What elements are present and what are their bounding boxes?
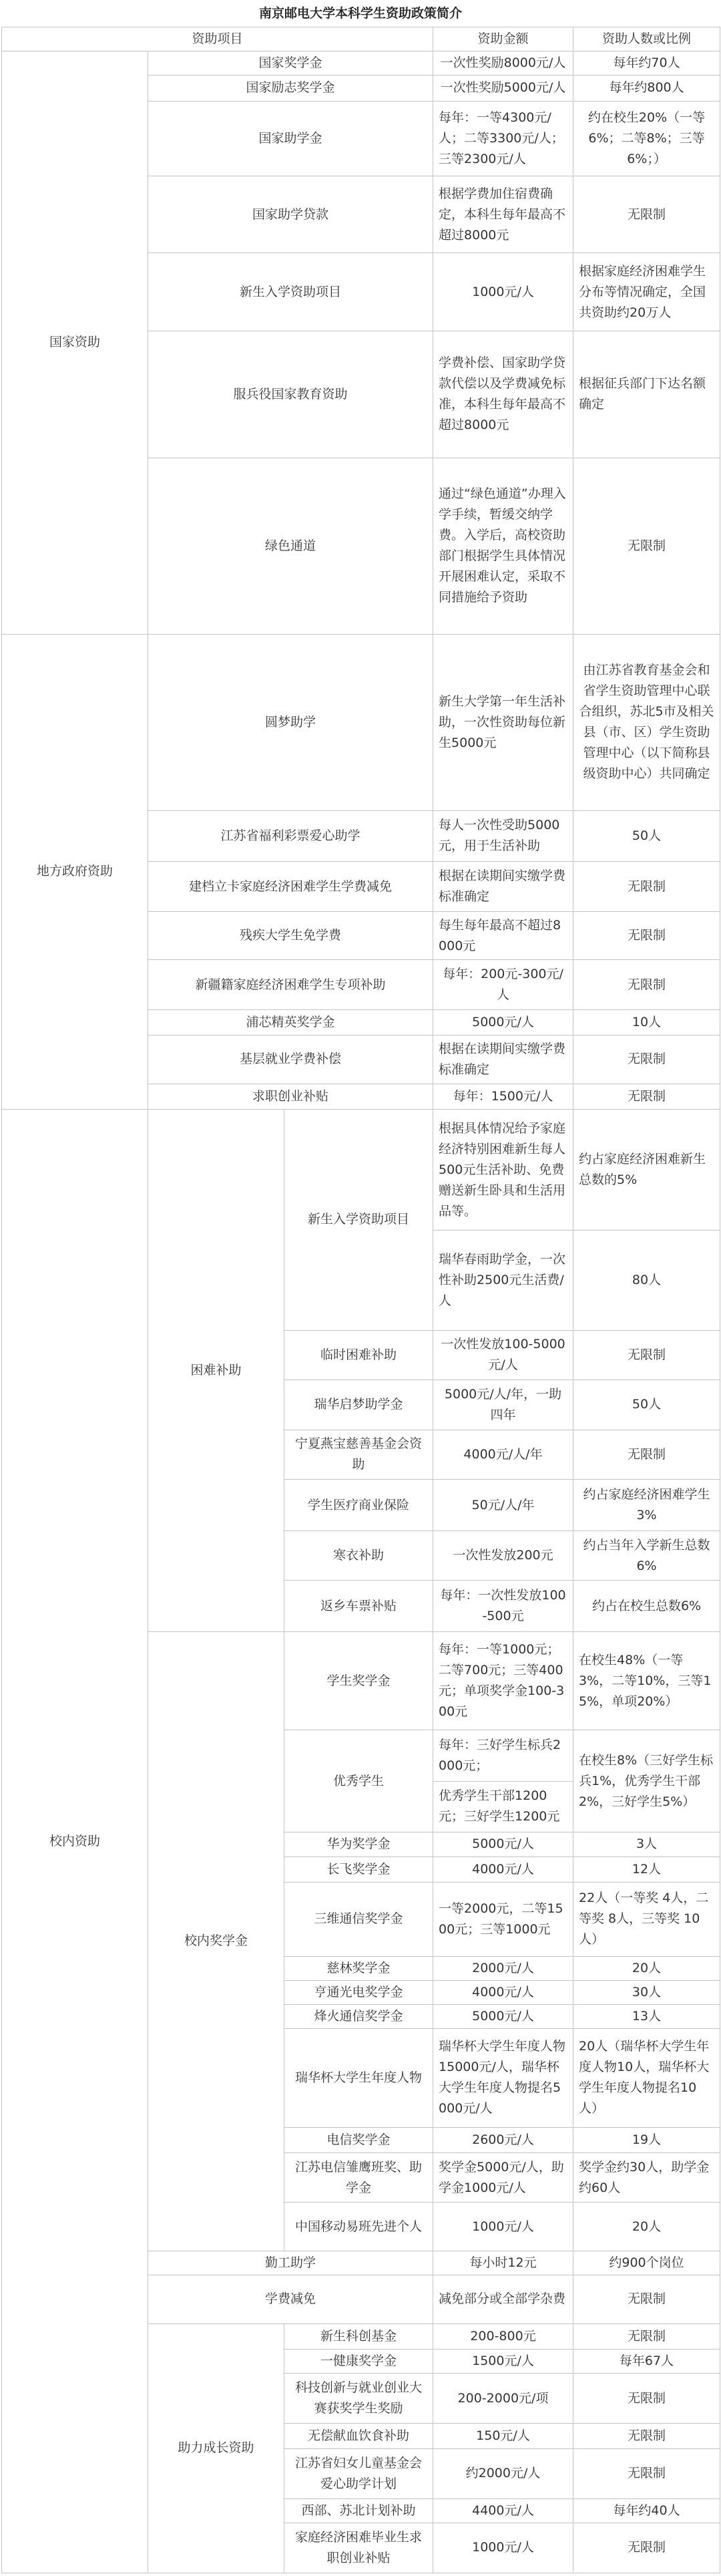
amount-cell: 一次性奖励5000元/人 [433,75,573,101]
item-cell: 电信奖学金 [284,2127,433,2152]
people-cell: 无限制 [573,2323,720,2349]
item-cell: 优秀学生 [284,1730,433,1832]
group-local: 地方政府资助 [2,634,148,1109]
amount-cell: 每年：一次性发放100-500元 [433,1581,573,1632]
amount-cell: 根据具体情况给予家庭经济特别困难新生每人500元生活补助、免费赠送新生卧具和生活用品等。 [433,1110,573,1231]
amount-cell: 每年：一等4300元/人；二等3300元/人；三等2300元/人 [433,101,573,176]
people-cell: 10人 [573,1009,720,1035]
amount-cell: 2000元/人 [433,1956,573,1980]
item-cell: 一健康奖学金 [284,2350,433,2374]
amount-cell: 1500元/人 [433,2350,573,2374]
item-cell: 新生入学资助项目 [148,253,433,331]
amount-cell: 通过“绿色通道”办理入学手续，暂缓交纳学费。入学后，高校资助部门根据学生具体情况开展困难认定，采取不同措施给予资助 [433,458,573,634]
amount-cell: 学费补偿、国家助学贷款代偿以及学费减免标准，本科生每年最高不超过8000元 [433,331,573,458]
header-people: 资助人数或比例 [573,27,720,51]
amount-cell: 一次性奖励8000元/人 [433,51,573,75]
people-cell: 80人 [573,1231,720,1330]
amount-cell: 200-800元 [433,2323,573,2349]
item-cell: 科技创新与就业创业大赛获奖学生奖励 [284,2374,433,2424]
amount-cell: 根据在读期间实缴学费标准确定 [433,862,573,912]
item-cell: 烽火通信奖学金 [284,2005,433,2029]
page-title: 南京邮电大学本科学生资助政策简介 [258,6,462,21]
people-cell: 约占家庭经济困难新生总数的5% [573,1110,720,1231]
item-cell: 建档立卡家庭经济困难学生学费减免 [148,862,433,912]
item-cell: 服兵役国家教育资助 [148,331,433,458]
people-cell: 19人 [573,2127,720,2152]
table-row [2,1110,720,1231]
item-cell: 残疾大学生免学费 [148,911,433,960]
amount-cell: 150元/人 [433,2423,573,2448]
people-cell: 无限制 [573,1035,720,1084]
amount-cell: 每小时12元 [433,2251,573,2275]
people-cell: 奖学金约30人，助学金约60人 [573,2152,720,2203]
amount-cell: 一次性发放200元 [433,1531,573,1581]
people-cell: 20人 [573,1956,720,1980]
people-cell: 3人 [573,1832,720,1857]
people-cell: 无限制 [573,862,720,912]
amount-cell: 5000元/人/年，一助四年 [433,1380,573,1430]
people-cell: 每年约40人 [573,2499,720,2523]
amount-cell: 5000元/人 [433,2005,573,2029]
item-newstudent: 新生入学资助项目 [284,1110,433,1331]
amount-cell: 50元/人/年 [433,1480,573,1531]
item-cell: 绿色通道 [148,458,433,634]
people-cell: 无限制 [573,176,720,253]
item-cell: 寒衣补助 [284,1531,433,1581]
people-cell: 每年67人 [573,2350,720,2374]
amount-cell: 瑞华杯大学生年度人物15000元/人，瑞华杯大学生年度人物提名5000元/人 [433,2029,573,2127]
amount-cell: 1000元/人 [433,253,573,331]
item-cell: 国家助学金 [148,101,433,176]
people-cell: 每年约800人 [573,75,720,101]
subgroup-scholarship: 校内奖学金 [148,1631,284,2251]
people-cell: 约占家庭经济困难学生3% [573,1480,720,1531]
people-cell: 每年约70人 [573,51,720,75]
people-cell: 50人 [573,810,720,862]
item-cell: 中国移动易班先进个人 [284,2203,433,2251]
amount-cell: 4000元/人/年 [433,1430,573,1480]
people-cell: 无限制 [573,2275,720,2324]
people-cell: 无限制 [573,1330,720,1380]
item-cell: 华为奖学金 [284,1832,433,1857]
amount-cell: 奖学金5000元/人，助学金1000元/人 [433,2152,573,2203]
item-cell: 国家助学贷款 [148,176,433,253]
item-cell: 亨通光电奖学金 [284,1980,433,2004]
amount-cell: 每年：1500元/人 [433,1084,573,1109]
item-cell: 无偿献血饮食补助 [284,2423,433,2448]
amount-cell: 每年：一等1000元；二等700元；三等400元；单项奖学金100-300元 [433,1631,573,1730]
people-cell: 在校生8%（三好学生标兵1%，优秀学生干部2%，三好学生5%） [573,1730,720,1832]
item-cell: 浦芯精英奖学金 [148,1009,433,1035]
people-cell: 约占当年入学新生总数6% [573,1531,720,1581]
people-cell: 无限制 [573,2374,720,2424]
item-cell: 江苏电信雏鹰班奖、助学金 [284,2152,433,2203]
people-cell: 无限制 [573,2449,720,2499]
item-cell: 求职创业补贴 [148,1084,433,1109]
item-cell: 江苏省福利彩票爱心助学 [148,810,433,862]
item-cell: 基层就业学费补偿 [148,1035,433,1084]
amount-cell: 200-2000元/项 [433,2374,573,2424]
amount-cell: 约2000元/人 [433,2449,573,2499]
people-cell: 约在校生20%（一等6%；二等8%；三等6%；） [573,101,720,176]
subgroup-difficulty: 困难补助 [148,1110,284,1632]
policy-table [1,27,720,2573]
amount-cell: 4000元/人 [433,1980,573,2004]
people-cell: 12人 [573,1857,720,1882]
header-row [2,27,720,51]
item-cell: 学生奖学金 [284,1631,433,1730]
amount-cell: 减免部分或全部学杂费 [433,2275,573,2324]
amount-cell: 一等2000元，二等1500元；三等1000元 [433,1882,573,1956]
item-cell: 学费减免 [148,2275,433,2324]
item-cell: 宁夏燕宝慈善基金会资助 [284,1430,433,1480]
people-cell: 无限制 [573,1430,720,1480]
item-cell: 瑞华杯大学生年度人物 [284,2029,433,2127]
amount-cell: 每年：三好学生标兵2000元； [433,1730,573,1782]
people-cell: 20人 [573,2203,720,2251]
people-cell: 22人（一等奖 4人，二等奖 8人，三等奖 10人） [573,1882,720,1956]
amount-cell: 一次性发放100-5000元/人 [433,1330,573,1380]
people-cell: 无限制 [573,960,720,1010]
people-cell: 无限制 [573,2523,720,2573]
amount-cell: 每人一次性受助5000元，用于生活补助 [433,810,573,862]
amount-cell: 新生大学第一年生活补助，一次性资助每位新生5000元 [433,634,573,810]
people-cell: 在校生48%（一等3%，二等10%，三等15%，单项20%） [573,1631,720,1730]
amount-cell: 根据在读期间实缴学费标准确定 [433,1035,573,1084]
people-cell: 根据家庭经济困难学生分布等情况确定，全国共资助约20万人 [573,253,720,331]
item-cell: 江苏省妇女儿童基金会爱心助学计划 [284,2449,433,2499]
item-cell: 新疆籍家庭经济困难学生专项补助 [148,960,433,1010]
item-cell: 临时困难补助 [284,1330,433,1380]
header-amount: 资助金额 [433,27,573,51]
item-cell: 西部、苏北计划补助 [284,2499,433,2523]
people-cell: 约占在校生总数6% [573,1581,720,1632]
item-cell: 国家奖学金 [148,51,433,75]
amount-cell: 2600元/人 [433,2127,573,2152]
people-cell: 30人 [573,1980,720,2004]
amount-cell: 根据学费加住宿费确定，本科生每年最高不超过8000元 [433,176,573,253]
item-cell: 国家励志奖学金 [148,75,433,101]
people-cell: 13人 [573,2005,720,2029]
amount-cell: 每生每年最高不超过8000元 [433,911,573,960]
amount-cell: 5000元/人 [433,1832,573,1857]
item-cell: 返乡车票补贴 [284,1581,433,1632]
item-cell: 家庭经济困难毕业生求职创业补贴 [284,2523,433,2573]
amount-cell: 优秀学生干部1200元；三好学生1200元 [433,1781,573,1832]
table-row [2,634,720,810]
amount-cell: 每年：200元-300元/人 [433,960,573,1010]
people-cell: 无限制 [573,911,720,960]
people-cell: 20人（瑞华杯大学生年度人物10人，瑞华杯大学生年度人物提名10人） [573,2029,720,2127]
amount-cell: 4000元/人 [433,1857,573,1882]
item-cell: 圆梦助学 [148,634,433,810]
people-cell: 由江苏省教育基金会和省学生资助管理中心联合组织，苏北5市及相关县（市、区）学生资助管理中心（以下简称县级资助中心）共同确定 [573,634,720,810]
people-cell: 无限制 [573,458,720,634]
item-cell: 勤工助学 [148,2251,433,2275]
group-national: 国家资助 [2,51,148,635]
amount-cell: 1000元/人 [433,2203,573,2251]
item-cell: 学生医疗商业保险 [284,1480,433,1531]
subgroup-growth: 助力成长资助 [148,2323,284,2573]
group-campus: 校内资助 [2,1110,148,2573]
header-item: 资助项目 [2,27,433,51]
amount-cell: 5000元/人 [433,1009,573,1035]
item-cell: 瑞华启梦助学金 [284,1380,433,1430]
item-cell: 长飞奖学金 [284,1857,433,1882]
people-cell: 约900个岗位 [573,2251,720,2275]
people-cell: 根据征兵部门下达名额确定 [573,331,720,458]
people-cell: 50人 [573,1380,720,1430]
people-cell: 无限制 [573,1084,720,1109]
table-row [2,51,720,75]
people-cell: 无限制 [573,2423,720,2448]
item-cell: 三维通信奖学金 [284,1882,433,1956]
item-cell: 新生科创基金 [284,2323,433,2349]
amount-cell: 瑞华春雨助学金，一次性补助2500元生活费/人 [433,1231,573,1330]
item-cell: 慈林奖学金 [284,1956,433,1980]
amount-cell: 4400元/人 [433,2499,573,2523]
amount-cell: 1000元/人 [433,2523,573,2573]
